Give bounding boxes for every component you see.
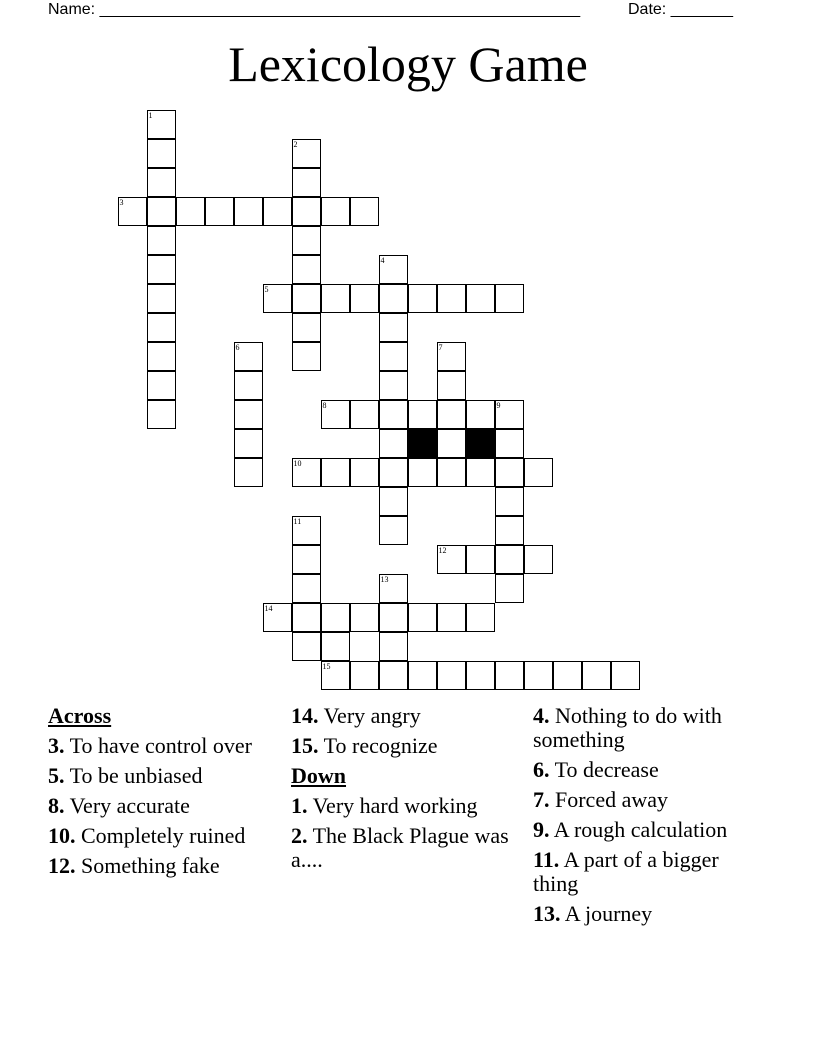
crossword-cell[interactable] — [379, 429, 408, 458]
crossword-cell[interactable] — [379, 487, 408, 516]
crossword-cell[interactable] — [408, 661, 437, 690]
crossword-cell[interactable] — [205, 197, 234, 226]
crossword-cell[interactable] — [176, 197, 205, 226]
clue-number-label: 11. — [533, 847, 560, 872]
clue-text: To decrease — [549, 757, 659, 782]
crossword-cell[interactable] — [147, 342, 176, 371]
clues-column-2 — [291, 704, 523, 878]
crossword-cell[interactable] — [379, 516, 408, 545]
down-heading: Down — [291, 763, 347, 788]
clue-text: The Black Plague was a.... — [291, 823, 509, 872]
clue-text: Very hard working — [307, 793, 478, 818]
crossword-cell[interactable] — [437, 400, 466, 429]
crossword-cell[interactable] — [379, 255, 408, 284]
crossword-cell[interactable] — [379, 458, 408, 487]
crossword-cell[interactable] — [408, 458, 437, 487]
crossword-cell[interactable] — [379, 371, 408, 400]
clue-number: 9 — [496, 401, 501, 410]
crossword-cell[interactable] — [147, 110, 176, 139]
crossword-cell[interactable] — [379, 603, 408, 632]
crossword-cell[interactable] — [582, 661, 611, 690]
clue-number-label: 4. — [533, 703, 550, 728]
crossword-cell[interactable] — [466, 458, 495, 487]
clue-number: 11 — [293, 517, 302, 526]
crossword-cell[interactable] — [292, 226, 321, 255]
clue-number: 12 — [438, 546, 447, 555]
clue-item — [533, 788, 765, 812]
crossword-cell[interactable] — [379, 632, 408, 661]
clue-item — [48, 794, 280, 818]
crossword-cell[interactable] — [292, 197, 321, 226]
crossword-cell[interactable] — [437, 371, 466, 400]
crossword-cell[interactable] — [524, 458, 553, 487]
crossword-cell[interactable] — [118, 197, 147, 226]
black-cell — [408, 429, 437, 458]
crossword-cell[interactable] — [437, 661, 466, 690]
clue-number-label: 12. — [48, 853, 76, 878]
crossword-cell[interactable] — [234, 371, 263, 400]
crossword-cell[interactable] — [321, 632, 350, 661]
crossword-cell[interactable] — [234, 400, 263, 429]
crossword-cell[interactable] — [408, 284, 437, 313]
crossword-cell[interactable] — [379, 313, 408, 342]
crossword-cell[interactable] — [524, 661, 553, 690]
crossword-cell[interactable] — [292, 574, 321, 603]
crossword-cell[interactable] — [495, 661, 524, 690]
clue-text: To be unbiased — [64, 763, 203, 788]
crossword-cell[interactable] — [466, 661, 495, 690]
crossword-cell[interactable] — [147, 284, 176, 313]
crossword-cell[interactable] — [292, 458, 321, 487]
crossword-cell[interactable] — [234, 458, 263, 487]
crossword-cell[interactable] — [495, 458, 524, 487]
name-field[interactable]: Name: ______________________________________________________ — [48, 1, 581, 18]
crossword-cell[interactable] — [379, 284, 408, 313]
crossword-cell[interactable] — [263, 284, 292, 313]
clue-text: A part of a bigger thing — [533, 847, 719, 896]
clue-item — [48, 854, 280, 878]
crossword-cell[interactable] — [234, 429, 263, 458]
crossword-cell[interactable] — [466, 400, 495, 429]
across-clue-list — [48, 734, 280, 878]
clues-column-1 — [48, 704, 280, 884]
crossword-cell[interactable] — [292, 168, 321, 197]
clue-text: Very accurate — [64, 793, 190, 818]
crossword-cell[interactable] — [350, 661, 379, 690]
clue-item — [533, 818, 765, 842]
crossword-cell[interactable] — [379, 574, 408, 603]
clue-item — [291, 794, 523, 818]
crossword-cell[interactable] — [408, 400, 437, 429]
crossword-cell[interactable] — [437, 603, 466, 632]
clue-number: 13 — [380, 575, 389, 584]
crossword-cell[interactable] — [321, 197, 350, 226]
clue-number-label: 3. — [48, 733, 65, 758]
crossword-cell[interactable] — [321, 603, 350, 632]
across-clue-list-continued — [291, 704, 523, 758]
clue-number: 5 — [264, 285, 269, 294]
clue-number: 3 — [119, 198, 124, 207]
crossword-cell[interactable] — [292, 545, 321, 574]
crossword-cell[interactable] — [408, 603, 437, 632]
clue-text: Nothing to do with something — [533, 703, 722, 752]
clue-number-label: 7. — [533, 787, 550, 812]
clue-number: 8 — [322, 401, 327, 410]
clue-item — [533, 758, 765, 782]
page-title: Lexicology Game — [228, 36, 588, 92]
crossword-cell[interactable] — [147, 197, 176, 226]
clue-number-label: 2. — [291, 823, 308, 848]
clue-item — [291, 734, 523, 758]
crossword-cell[interactable] — [147, 255, 176, 284]
black-cell — [466, 429, 495, 458]
crossword-cell[interactable] — [437, 342, 466, 371]
crossword-cell[interactable] — [524, 545, 553, 574]
clue-item — [533, 902, 765, 926]
clue-item — [291, 704, 523, 728]
clue-text: To recognize — [318, 733, 438, 758]
crossword-cell[interactable] — [263, 197, 292, 226]
clue-number-label: 14. — [291, 703, 319, 728]
crossword-cell[interactable] — [350, 197, 379, 226]
crossword-cell[interactable] — [147, 168, 176, 197]
clue-number: 2 — [293, 140, 298, 149]
date-field[interactable]: Date: _______ — [628, 1, 733, 18]
crossword-cell[interactable] — [466, 545, 495, 574]
clue-number: 7 — [438, 343, 443, 352]
clue-number-label: 8. — [48, 793, 65, 818]
clue-text: Something fake — [75, 853, 220, 878]
clue-number-label: 1. — [291, 793, 308, 818]
crossword-cell[interactable] — [234, 342, 263, 371]
crossword-cell[interactable] — [292, 603, 321, 632]
clue-number-label: 5. — [48, 763, 65, 788]
clue-number: 1 — [148, 111, 153, 120]
crossword-cell[interactable] — [379, 342, 408, 371]
crossword-cell[interactable] — [350, 603, 379, 632]
clue-text: Very angry — [318, 703, 421, 728]
crossword-cell[interactable] — [321, 284, 350, 313]
crossword-cell[interactable] — [147, 313, 176, 342]
across-heading: Across — [48, 703, 112, 728]
crossword-cell[interactable] — [350, 458, 379, 487]
crossword-cell[interactable] — [466, 284, 495, 313]
clue-text: Completely ruined — [75, 823, 246, 848]
crossword-cell[interactable] — [495, 400, 524, 429]
down-clue-list — [291, 794, 523, 872]
crossword-cell[interactable] — [321, 458, 350, 487]
crossword-cell[interactable] — [437, 458, 466, 487]
clue-number-label: 15. — [291, 733, 319, 758]
clue-number-label: 13. — [533, 901, 561, 926]
crossword-cell[interactable] — [495, 516, 524, 545]
crossword-cell[interactable] — [437, 545, 466, 574]
clue-item — [48, 764, 280, 788]
crossword-cell[interactable] — [350, 400, 379, 429]
crossword-cell[interactable] — [147, 400, 176, 429]
crossword-cell[interactable] — [292, 516, 321, 545]
clue-item — [48, 734, 280, 758]
crossword-cell[interactable] — [495, 487, 524, 516]
crossword-cell[interactable] — [495, 284, 524, 313]
crossword-cell[interactable] — [466, 603, 495, 632]
clue-item — [291, 824, 523, 872]
crossword-cell[interactable] — [292, 342, 321, 371]
clue-number-label: 9. — [533, 817, 550, 842]
clue-number-label: 10. — [48, 823, 76, 848]
clue-number-label: 6. — [533, 757, 550, 782]
clue-number: 14 — [264, 604, 273, 613]
crossword-cell[interactable] — [495, 545, 524, 574]
crossword-cell[interactable] — [147, 371, 176, 400]
crossword-cell[interactable] — [495, 429, 524, 458]
clue-text: To have control over — [64, 733, 252, 758]
crossword-cell[interactable] — [553, 661, 582, 690]
clue-number: 10 — [293, 459, 302, 468]
clues-column-3 — [533, 704, 765, 932]
crossword-cell[interactable] — [292, 284, 321, 313]
crossword-cell[interactable] — [321, 661, 350, 690]
clue-text: A journey — [560, 901, 653, 926]
crossword-cell[interactable] — [263, 603, 292, 632]
clue-text: A rough calculation — [549, 817, 728, 842]
clue-item — [48, 824, 280, 848]
crossword-cell[interactable] — [292, 139, 321, 168]
crossword-cell[interactable] — [495, 574, 524, 603]
crossword-cell[interactable] — [292, 313, 321, 342]
crossword-cell[interactable] — [437, 429, 466, 458]
crossword-cell[interactable] — [234, 197, 263, 226]
crossword-cell[interactable] — [379, 661, 408, 690]
crossword-cell[interactable] — [147, 226, 176, 255]
crossword-cell[interactable] — [292, 255, 321, 284]
down-clue-list-continued — [533, 704, 765, 926]
clue-number: 6 — [235, 343, 240, 352]
clue-number: 4 — [380, 256, 385, 265]
crossword-cell[interactable] — [292, 632, 321, 661]
crossword-cell[interactable] — [611, 661, 640, 690]
clue-text: Forced away — [549, 787, 669, 812]
crossword-cell[interactable] — [379, 400, 408, 429]
crossword-cell[interactable] — [147, 139, 176, 168]
clue-item — [533, 848, 765, 896]
clue-item — [533, 704, 765, 752]
clue-number: 15 — [322, 662, 331, 671]
crossword-cell[interactable] — [350, 284, 379, 313]
crossword-cell[interactable] — [437, 284, 466, 313]
crossword-cell[interactable] — [321, 400, 350, 429]
